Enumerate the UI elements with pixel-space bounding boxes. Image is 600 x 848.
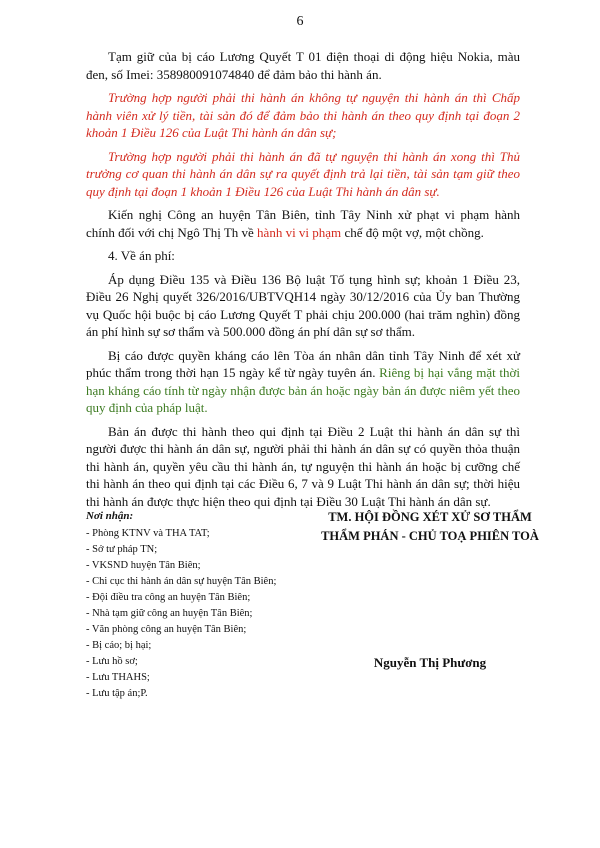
paragraph-court-fees: Áp dụng Điều 135 và Điều 136 Bộ luật Tố tụng hình sự; khoản 1 Điều 23, Điều 26 Nghị quyết 326/2016/UBTVQH14 ngày 30/12/2016 của Ủy ban Thường vụ Quốc hội buộc bị cáo Lương Quyết T phải chịu 200.000 (hai trăm nghìn) đồng án phí hình sự sơ thẩm và 500.000 đồng án phí dân sự sơ thẩm. (86, 271, 520, 339)
recommendation-text-start: Kiến nghị Công an huyện Tân Biên, tỉnh Tây Ninh xử phạt vi phạm hành chính đối với chị Ngô Thị Th về (86, 207, 520, 240)
signature-council-title: TM. HỘI ĐỒNG XÉT XỬ SƠ THẨM (328, 510, 532, 524)
document-body (86, 48, 520, 516)
paragraph-appeal-rights (86, 347, 520, 417)
signature-block (300, 508, 560, 546)
recommendation-highlight: hành vi vi phạm (257, 224, 342, 240)
recommendation-text-end: chế độ một vợ, một chồng. (341, 224, 484, 240)
recipient-item: - Lưu hồ sơ; (86, 656, 138, 667)
recipient-item: - Bị cáo; bị hại; (86, 640, 152, 651)
recipient-item: - VKSND huyện Tân Biên; (86, 560, 201, 571)
recipient-item: - Đội điều tra công an huyện Tân Biên; (86, 592, 251, 603)
recipient-item: - Lưu tập án;P. (86, 688, 148, 699)
section-heading-court-fees: 4. Về án phí: (108, 248, 175, 263)
paragraph-seizure: Tạm giữ của bị cáo Lương Quyết T 01 điện thoại di động hiệu Nokia, màu đen, số Imei: 358980091074840 để đảm bảo thi hành án. (86, 49, 520, 82)
recipient-item: - Văn phòng công an huyện Tân Biên; (86, 624, 247, 635)
recipient-item: - Nhà tạm giữ công an huyện Tân Biên; (86, 608, 253, 619)
paragraph-execution: Bản án được thi hành theo qui định tại Điều 2 Luật thi hành án dân sự thì người được thi hành án dân sự, người phải thi hành án dân sự có quyền thỏa thuận thi hành án, quyền yêu cầu thi hành án, tự nguyện thi hành án hoặc bị cưỡng chế thi hành án theo qui định tại các Điều 6, 7 và 9 Luật Thi hành án dân sự; thời hiệu thi hành án được thực hiện theo qui định tại Điều 30 Luật Thi hành án dân sự. (86, 423, 520, 509)
paragraph-recommendation (86, 206, 520, 241)
paragraph-enforcement-case-1: Trường hợp người phải thi hành án không tự nguyện thi hành án thì Chấp hành viên xử lý tiền, tài sản đó để đảm bảo thi hành án theo quy định tại đoạn 2 khoản 1 Điều 126 của Luật Thi hành án dân sự; (86, 90, 520, 140)
recipient-item: - Phòng KTNV và THA TAT; (86, 528, 210, 539)
recipient-item: - Chi cục thi hành án dân sự huyện Tân Biên; (86, 576, 277, 587)
recipients-title: Nơi nhận: (86, 510, 134, 522)
recipient-item: - Sở tư pháp TN; (86, 544, 158, 555)
paragraph-enforcement-case-2: Trường hợp người phải thi hành án đã tự nguyện thi hành án xong thì Thủ trưởng cơ quan thi hành án dân sự ra quyết định trả lại tiền, tài sản tạm giữ theo quy định tại đoạn 1 khoản 1 Điều 126 của Luật Thi hành án dân sự. (86, 148, 520, 199)
page-number: 6 (296, 14, 304, 29)
signer-name: Nguyễn Thị Phương (373, 655, 487, 670)
appeal-victim-text: Riêng bị hại vắng mặt thời hạn kháng cáo tính từ ngày nhận được bản án hoặc ngày bản án được niêm yết theo quy định của pháp luật. (86, 365, 520, 415)
signature-judge-title: THẨM PHÁN - CHỦ TOẠ PHIÊN TOÀ (321, 529, 539, 543)
appeal-text: Bị cáo được quyền kháng cáo lên Tòa án nhân dân tỉnh Tây Ninh để xét xử phúc thẩm trong thời hạn 15 ngày kể từ ngày tuyên án. (86, 347, 520, 380)
recipients-list (86, 508, 286, 702)
recipient-item: - Lưu THAHS; (86, 672, 150, 683)
